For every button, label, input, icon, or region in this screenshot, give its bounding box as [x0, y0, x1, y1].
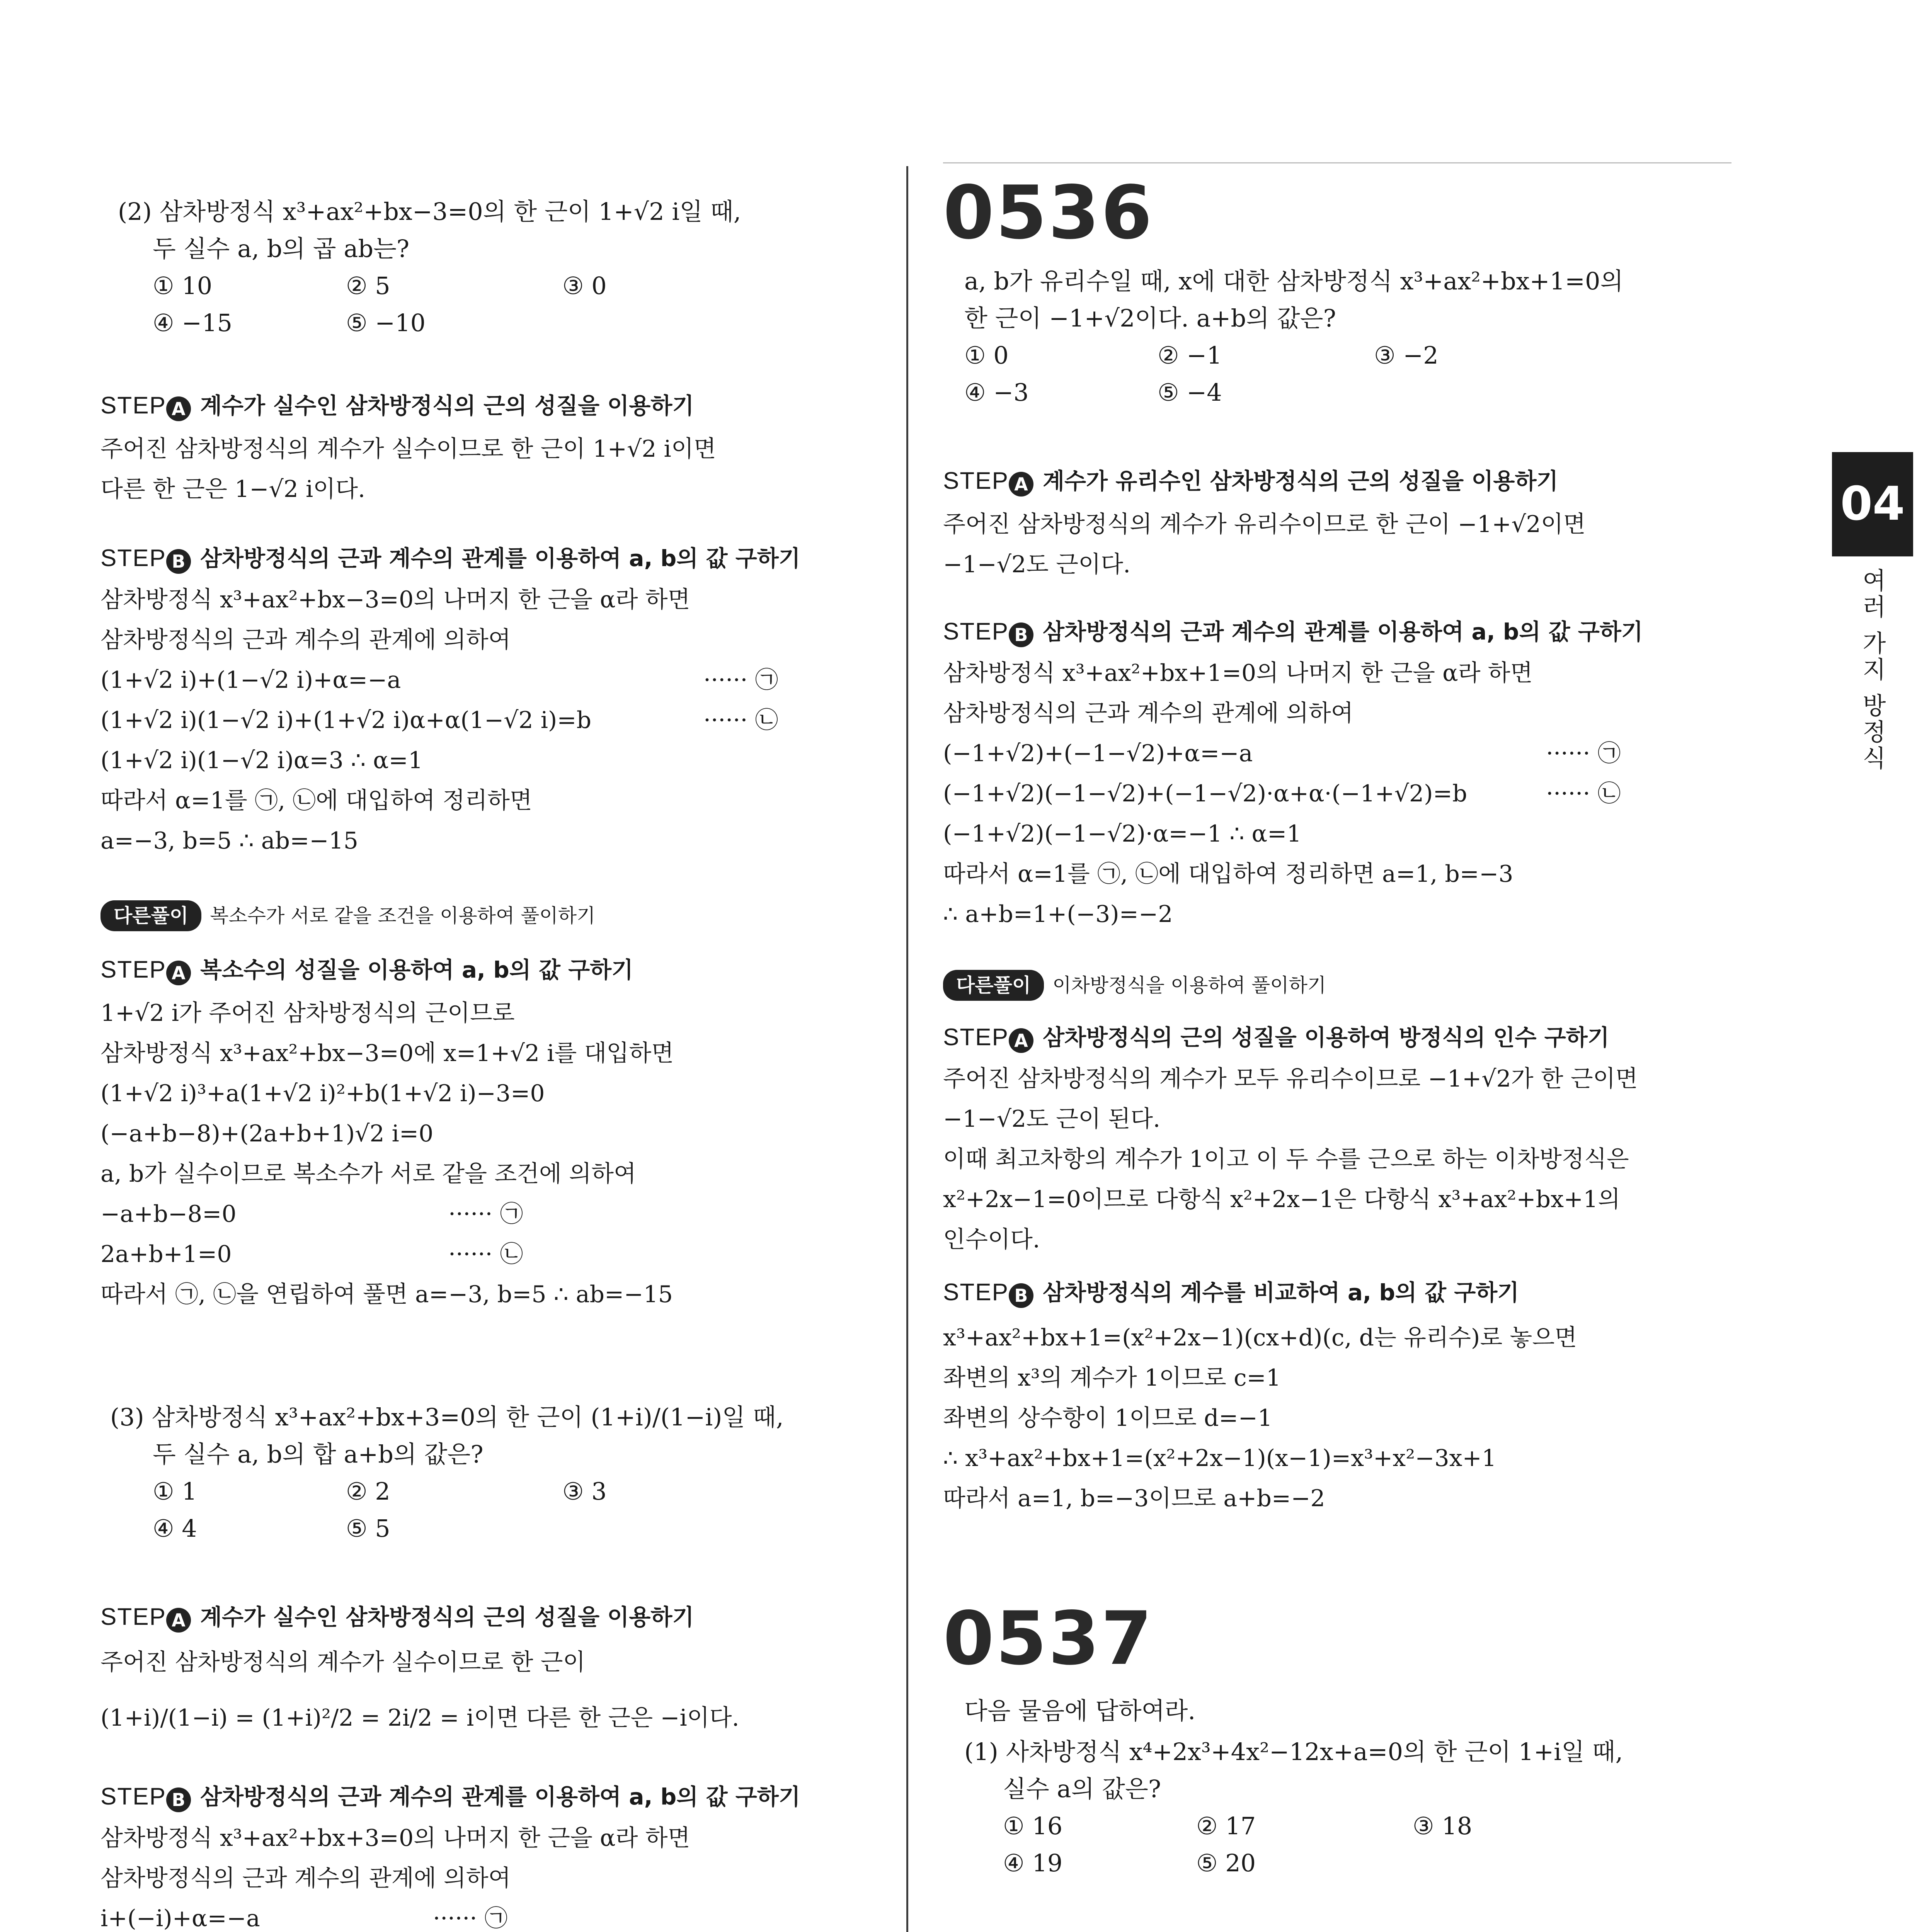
- q3-choice-4: ④ 4: [153, 1514, 197, 1543]
- q3-stem: [110, 1399, 784, 1547]
- p0536-choice-3: ③ −2: [1374, 341, 1439, 369]
- body-line: 삼차방정식 x³+ax²+bx+3=0의 나머지 한 근을 α라 하면: [100, 1825, 690, 1852]
- equation: (−1+√2)+(−1−√2)+α=−a: [943, 740, 1253, 767]
- q2-alt-step-a-heading: [100, 952, 633, 987]
- alt-badge: 다른풀이: [943, 970, 1044, 1001]
- q3-step-a-body: [100, 1642, 739, 1738]
- step-letter-badge: B: [166, 549, 191, 574]
- body-line: 좌변의 x³의 계수가 1이므로 c=1: [943, 1364, 1281, 1391]
- p0536-alt-step-a-heading: [943, 1020, 1609, 1055]
- p0536-stem-line2: 한 근이 −1+√2이다. a+b의 값은?: [964, 304, 1336, 332]
- step-title: 삼차방정식의 근과 계수의 관계를 이용하여 a, b의 값 구하기: [200, 1784, 800, 1810]
- alt-text: 복소수가 서로 같을 조건을 이용하여 풀이하기: [210, 905, 596, 927]
- p0536-alt-step-b-heading: [943, 1275, 1519, 1310]
- body-line: −1−√2도 근이 된다.: [943, 1105, 1161, 1133]
- p0536-stem: [964, 263, 1623, 411]
- q3-choices: [110, 1473, 784, 1547]
- equation: (−1+√2)(−1−√2)+(−1−√2)·α+α·(−1+√2)=b: [943, 780, 1468, 807]
- body-line: 인수이다.: [943, 1226, 1040, 1253]
- step-title: 계수가 실수인 삼차방정식의 근의 성질을 이용하기: [200, 1604, 694, 1630]
- q2-choice-1: ① 10: [153, 272, 213, 300]
- q3-choice-3: ③ 3: [562, 1477, 607, 1505]
- p0536-choice-1: ① 0: [964, 341, 1009, 369]
- body-line: 따라서 α=1를 ㉠, ㉡에 대입하여 정리하면: [100, 787, 532, 814]
- equation-label: ······ ㉠: [1546, 740, 1621, 767]
- p0536-choices: [964, 337, 1623, 411]
- step-title: 계수가 실수인 삼차방정식의 근의 성질을 이용하기: [200, 393, 694, 419]
- q2-choice-3: ③ 0: [562, 272, 607, 300]
- q2-stem-line1: (2) 삼차방정식 x³+ax²+bx−3=0의 한 근이 1+√2 i일 때,: [118, 197, 741, 226]
- step-tag: STEP: [100, 392, 166, 419]
- p0536-step-b-body: [943, 653, 1623, 934]
- p0537-step-a-heading: [943, 1928, 1507, 1932]
- equation-label: ······ ㉡: [448, 1241, 523, 1268]
- q3-choice-2: ② 2: [346, 1477, 390, 1505]
- p0536-choice-2: ② −1: [1158, 341, 1222, 369]
- p0537-choices: [964, 1808, 1623, 1882]
- step-tag: STEP: [100, 956, 166, 983]
- body-line: 삼차방정식 x³+ax²+bx−3=0에 x=1+√2 i를 대입하면: [100, 1040, 674, 1067]
- step-letter-badge: B: [166, 1787, 191, 1812]
- equation: −a+b−8=0: [100, 1201, 237, 1228]
- equation-row: [100, 740, 781, 781]
- q3-choice-1: ① 1: [153, 1477, 197, 1505]
- q3-choice-5: ⑤ 5: [346, 1514, 390, 1543]
- body-line: 삼차방정식의 근과 계수의 관계에 의하여: [943, 700, 1353, 727]
- p0536-step-b-heading: [943, 614, 1643, 649]
- body-line: −1−√2도 근이다.: [943, 551, 1131, 578]
- body-line: 삼차방정식의 근과 계수의 관계에 의하여: [100, 1865, 511, 1892]
- step-tag: STEP: [100, 1783, 166, 1810]
- body-line: 좌변의 상수항이 1이므로 d=−1: [943, 1405, 1273, 1432]
- step-title: 삼차방정식의 근과 계수의 관계를 이용하여 a, b의 값 구하기: [1042, 619, 1643, 645]
- p0536-choice-5: ⑤ −4: [1158, 378, 1222, 406]
- p0537-choice-2: ② 17: [1196, 1812, 1256, 1840]
- p0537-intro: 다음 물음에 답하여라.: [964, 1697, 1196, 1725]
- equation-row: [100, 1898, 690, 1932]
- step-title: 삼차방정식의 계수를 비교하여 a, b의 값 구하기: [1042, 1279, 1519, 1306]
- p0536-step-a-body: [943, 504, 1586, 585]
- equation: (1+√2 i)(1−√2 i)α=3 ∴ α=1: [100, 747, 423, 774]
- step-letter-badge: A: [1009, 472, 1033, 497]
- body-line: ∴ x³+ax²+bx+1=(x²+2x−1)(x−1)=x³+x²−3x+1: [943, 1445, 1496, 1472]
- q2-stem-line2: 두 실수 a, b의 곱 ab는?: [153, 235, 410, 263]
- equation-row: [100, 1234, 674, 1274]
- body-line: a, b가 실수이므로 복소수가 서로 같을 조건에 의하여: [100, 1160, 636, 1187]
- q2-choices: [118, 267, 741, 342]
- q3-step-b-heading: [100, 1779, 800, 1814]
- top-rule: [943, 162, 1731, 163]
- step-tag: STEP: [943, 618, 1009, 645]
- step-letter-badge: A: [166, 961, 191, 985]
- problem-number-0536: 0536: [943, 170, 1154, 255]
- q3-stem-line2: 두 실수 a, b의 합 a+b의 값은?: [153, 1440, 484, 1468]
- chapter-label: 여러 가지 방정식: [1858, 568, 1886, 772]
- equation: i+(−i)+α=−a: [100, 1905, 260, 1932]
- step-tag: STEP: [943, 1279, 1009, 1306]
- p0537-stem-line1: (1) 사차방정식 x⁴+2x³+4x²−12x+a=0의 한 근이 1+i일 때,: [964, 1738, 1623, 1766]
- q2-choice-5: ⑤ −10: [346, 309, 426, 337]
- chapter-tab: 04: [1832, 452, 1913, 556]
- equation-row: [943, 733, 1623, 774]
- q3-stem-line1: (3) 삼차방정식 x³+ax²+bx+3=0의 한 근이 (1+i)/(1−i)일 때,: [110, 1403, 784, 1431]
- equation-label: ······ ㉡: [703, 707, 778, 734]
- equation-label: ······ ㉠: [703, 667, 778, 694]
- step-letter-badge: A: [166, 1608, 191, 1633]
- body-line: 1+√2 i가 주어진 삼차방정식의 근이므로: [100, 1000, 515, 1027]
- p0536-step-a-heading: [943, 464, 1558, 498]
- step-title: 복소수의 성질을 이용하여 a, b의 값 구하기: [200, 957, 633, 983]
- p0537-choice-4: ④ 19: [1003, 1849, 1063, 1877]
- equation-row: [943, 774, 1623, 814]
- p0536-alt-step-a-body: [943, 1059, 1638, 1260]
- q2-choice-4: ④ −15: [153, 309, 233, 337]
- body-line: 주어진 삼차방정식의 계수가 모두 유리수이므로 −1+√2가 한 근이면: [943, 1065, 1638, 1092]
- body-line: ∴ a+b=1+(−3)=−2: [943, 901, 1173, 928]
- q2-step-a-heading: [100, 388, 694, 423]
- q2-alt-body: [100, 993, 674, 1315]
- p0537-choice-3: ③ 18: [1413, 1812, 1473, 1840]
- body-line: (−a+b−8)+(2a+b+1)√2 i=0: [100, 1120, 434, 1147]
- body-line: 주어진 삼차방정식의 계수가 실수이므로 한 근이: [100, 1649, 586, 1676]
- equation-row: [100, 700, 781, 740]
- equation-label: [1546, 814, 1623, 854]
- p0536-choice-4: ④ −3: [964, 378, 1029, 406]
- body-line: 삼차방정식의 근과 계수의 관계에 의하여: [100, 626, 511, 653]
- p0537-choice-1: ① 16: [1003, 1812, 1063, 1840]
- body-line: 삼차방정식 x³+ax²+bx+1=0의 나머지 한 근을 α라 하면: [943, 660, 1533, 687]
- step-letter-badge: A: [1009, 1028, 1033, 1053]
- body-line: 따라서 a=1, b=−3이므로 a+b=−2: [943, 1485, 1325, 1512]
- equation-label: ······ ㉠: [448, 1201, 523, 1228]
- column-divider: [906, 166, 908, 1932]
- p0537-stem-line2: 실수 a의 값은?: [1003, 1775, 1161, 1803]
- equation: (−1+√2)(−1−√2)·α=−1 ∴ α=1: [943, 820, 1302, 847]
- equation: 2a+b+1=0: [100, 1241, 232, 1268]
- equation-label: [703, 740, 781, 781]
- problem-number-0537: 0537: [943, 1596, 1154, 1681]
- q2-step-b-body: [100, 580, 781, 861]
- body-line: 삼차방정식 x³+ax²+bx−3=0의 나머지 한 근을 α라 하면: [100, 586, 690, 613]
- body-line: 주어진 삼차방정식의 계수가 유리수이므로 한 근이 −1+√2이면: [943, 511, 1586, 538]
- q2-choice-2: ② 5: [346, 272, 390, 300]
- q2-step-b-heading: [100, 541, 800, 576]
- equation-label: ······ ㉠: [433, 1905, 508, 1932]
- p0536-stem-line1: a, b가 유리수일 때, x에 대한 삼차방정식 x³+ax²+bx+1=0의: [964, 267, 1624, 295]
- step-letter-badge: B: [1009, 622, 1033, 647]
- p0537-choice-5: ⑤ 20: [1196, 1849, 1256, 1877]
- step-tag: STEP: [943, 1024, 1009, 1051]
- step-title: 계수가 유리수인 삼차방정식의 근의 성질을 이용하기: [1042, 468, 1558, 494]
- equation-label: ······ ㉡: [1546, 780, 1621, 807]
- equation: (1+√2 i)+(1−√2 i)+α=−a: [100, 667, 401, 694]
- body-line: 따라서 α=1를 ㉠, ㉡에 대입하여 정리하면 a=1, b=−3: [943, 861, 1514, 888]
- step-tag: STEP: [100, 1604, 166, 1630]
- body-line: 다른 한 근은 1−√2 i이다.: [100, 476, 366, 503]
- q2-step-a-body: [100, 429, 716, 509]
- body-line: x²+2x−1=0이므로 다항식 x²+2x−1은 다항식 x³+ax²+bx+1의: [943, 1186, 1621, 1213]
- body-line: (1+√2 i)³+a(1+√2 i)²+b(1+√2 i)−3=0: [100, 1080, 545, 1107]
- p0536-alt-solution-label: [943, 970, 1326, 1001]
- body-line: 따라서 ㉠, ㉡을 연립하여 풀면 a=−3, b=5 ∴ ab=−15: [100, 1281, 673, 1308]
- step-letter-badge: A: [166, 396, 191, 421]
- q3-step-b-body: [100, 1818, 690, 1932]
- body-line: 이때 최고차항의 계수가 1이고 이 두 수를 근으로 하는 이차방정식은: [943, 1146, 1629, 1173]
- body-line: 주어진 삼차방정식의 계수가 실수이므로 한 근이 1+√2 i이면: [100, 435, 716, 463]
- p0536-alt-step-b-body: [943, 1318, 1577, 1519]
- step-letter-badge: B: [1009, 1283, 1033, 1308]
- equation-row: [943, 814, 1623, 854]
- alt-badge: 다른풀이: [100, 900, 201, 931]
- equation-row: [100, 660, 781, 700]
- q2-stem: [118, 193, 741, 342]
- step-title: 삼차방정식의 근과 계수의 관계를 이용하여 a, b의 값 구하기: [200, 545, 800, 571]
- p0537-stem: [964, 1692, 1623, 1882]
- body-line: a=−3, b=5 ∴ ab=−15: [100, 827, 358, 854]
- step-tag: STEP: [943, 468, 1009, 494]
- q3-step-a-heading: [100, 1600, 694, 1634]
- body-line: (1+i)/(1−i) = (1+i)²/2 = 2i/2 = i이면 다른 한 근은 −i이다.: [100, 1704, 739, 1731]
- alt-text: 이차방정식을 이용하여 풀이하기: [1052, 974, 1326, 997]
- step-tag: STEP: [100, 545, 166, 571]
- q2-alt-solution-label: [100, 900, 595, 931]
- equation: (1+√2 i)(1−√2 i)+(1+√2 i)α+α(1−√2 i)=b: [100, 707, 591, 734]
- body-line: x³+ax²+bx+1=(x²+2x−1)(cx+d)(c, d는 유리수)로 놓으면: [943, 1324, 1577, 1351]
- step-title: 삼차방정식의 근의 성질을 이용하여 방정식의 인수 구하기: [1042, 1024, 1609, 1051]
- equation-row: [100, 1194, 674, 1234]
